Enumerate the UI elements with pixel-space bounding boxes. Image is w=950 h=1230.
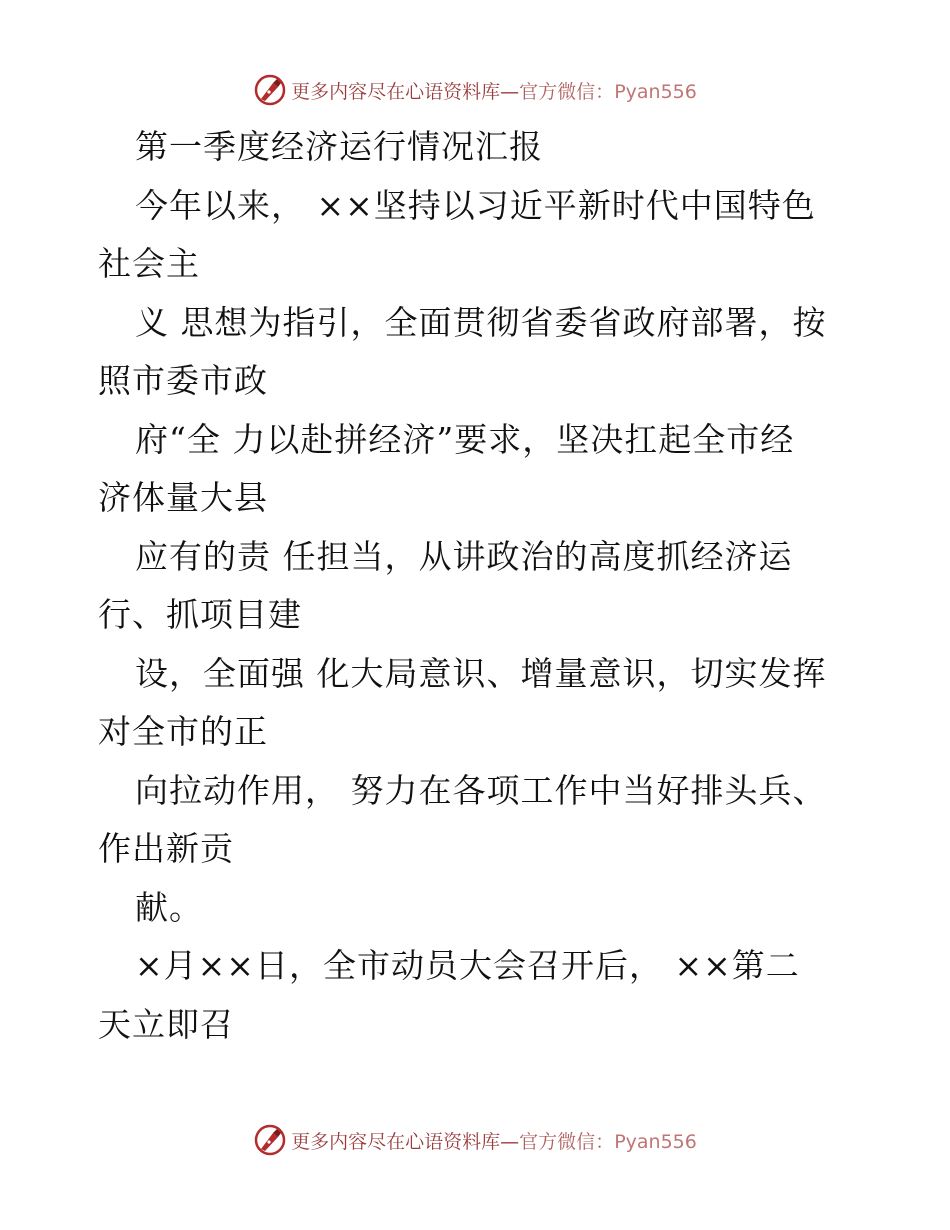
doc-line: ×月××日，全市动员大会召开后， ××第二 [135, 946, 800, 985]
doc-line: 济体量大县 [98, 478, 268, 517]
footer-banner [0, 1120, 950, 1160]
banner-text [291, 77, 697, 104]
doc-line: 向拉动作用， 努力在各项工作中当好排头兵、 [135, 770, 827, 810]
doc-line: 天立即召 [98, 1004, 234, 1044]
doc-line: 对全市的正 [98, 712, 268, 751]
doc-title: 第一季度经济运行情况汇报 [135, 127, 543, 166]
banner-wechat-id: Pyan556 [614, 80, 697, 103]
banner-wechat-label: 官方微信： [519, 1130, 615, 1153]
pen-nib-logo-icon [253, 1123, 287, 1157]
document-body [98, 118, 838, 1054]
doc-line: 照市委市政 [98, 361, 268, 400]
doc-line: 今年以来， ××坚持以习近平新时代中国特色 [135, 185, 816, 225]
doc-line: 作出新贡 [98, 829, 234, 868]
banner-main-text: 更多内容尽在心语资料库 [291, 1130, 501, 1153]
pen-nib-logo-icon [253, 73, 287, 107]
doc-line: 应有的责 任担当，从讲政治的高度抓经济运 [135, 536, 793, 576]
banner-text [291, 1127, 697, 1154]
doc-line: 义 思想为指引，全面贯彻省委省政府部署，按 [135, 302, 827, 342]
banner-separator: — [500, 1130, 520, 1153]
doc-line: 设，全面强 化大局意识、增量意识，切实发挥 [135, 653, 827, 693]
doc-line: 献。 [135, 887, 203, 927]
doc-line: 社会主 [98, 244, 200, 283]
doc-line: 行、抓项目建 [98, 595, 302, 634]
banner-wechat-label: 官方微信： [519, 80, 615, 103]
banner-separator: — [500, 80, 520, 103]
header-banner [0, 70, 950, 110]
banner-wechat-id: Pyan556 [614, 1130, 697, 1153]
doc-line: 府“全 力以赴拼经济”要求，坚决扛起全市经 [135, 419, 795, 459]
banner-main-text: 更多内容尽在心语资料库 [291, 80, 501, 103]
